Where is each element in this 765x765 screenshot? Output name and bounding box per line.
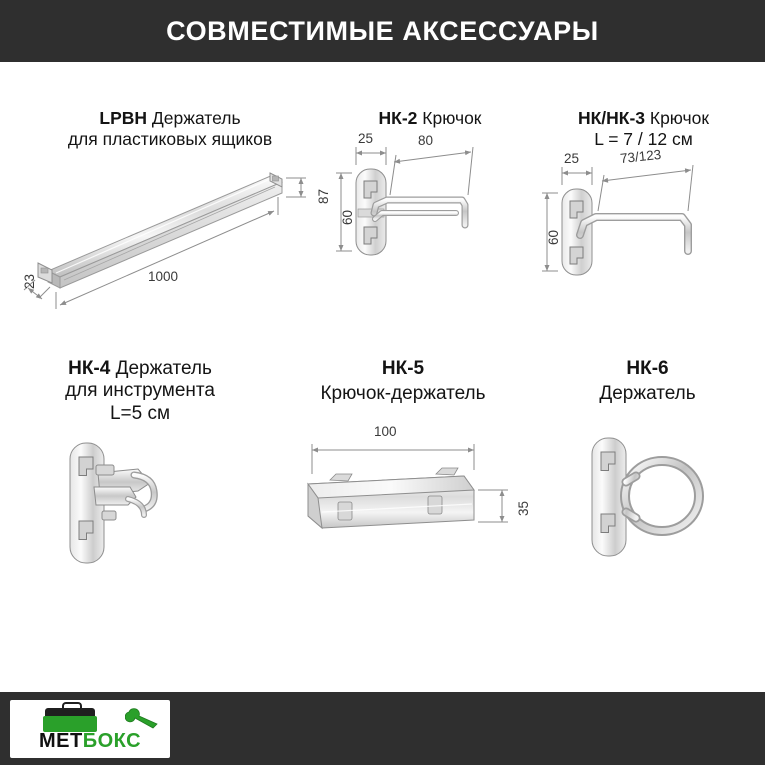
product-image-nk4	[10, 425, 270, 615]
product-caption-nk6	[540, 358, 755, 406]
product-subtitle-lpbh: для пластиковых ящиков	[67, 128, 273, 149]
dimension-23: 23	[22, 274, 37, 290]
brand-logo	[10, 700, 170, 758]
nk3-drawing	[536, 149, 751, 349]
product-subtitle-nk5: Крючок-держатель	[320, 383, 486, 405]
dimension-1000: 1000	[148, 269, 179, 285]
product-code-nk4: НК-4	[68, 358, 111, 379]
product-name-nk4: Держатель	[115, 358, 212, 379]
nk4-drawing	[10, 425, 270, 615]
wrench-icon	[125, 708, 159, 730]
product-subtitle-nk6: Держатель	[599, 383, 696, 405]
dimension-60: 60	[546, 230, 561, 246]
product-subtitle-nk4: для инструмента	[65, 380, 215, 402]
dimension-87: 87	[316, 189, 331, 205]
product-caption-lpbh	[20, 108, 320, 149]
nk5-drawing	[278, 428, 528, 598]
dimension-80: 80	[418, 132, 434, 148]
product-code-nk6: НК-6	[626, 358, 669, 379]
product-image-nk3	[536, 149, 751, 349]
product-cell-nk2	[330, 108, 530, 329]
product-subtitle-nk3: L = 7 / 12 см	[594, 128, 693, 149]
dimension-100: 100	[374, 423, 397, 439]
product-name-nk3: Крючок	[649, 108, 710, 128]
product-cell-lpbh	[20, 108, 331, 349]
product-code-nk2: НК-2	[378, 108, 418, 128]
footer-bar	[0, 692, 765, 765]
toolbox-icon	[43, 706, 97, 732]
brand-name-part2: БОКС	[82, 729, 142, 752]
product-cell-nk3	[536, 108, 751, 349]
header-bar	[0, 0, 765, 62]
nk6-drawing	[540, 428, 755, 598]
product-image-nk6	[540, 428, 755, 618]
product-grid	[0, 62, 765, 692]
dimension-35: 35	[516, 500, 531, 516]
product-caption-nk5	[278, 358, 528, 406]
brand-name-part1: МЕТ	[38, 729, 83, 752]
product-caption-nk3	[536, 108, 751, 149]
product-cell-nk6	[540, 358, 755, 618]
product-image-nk2	[330, 129, 530, 329]
product-code-nk5: НК-5	[381, 358, 425, 379]
page-title: СОВМЕСТИМЫЕ АКСЕССУАРЫ	[166, 15, 599, 46]
product-name-nk2: Крючок	[422, 108, 482, 128]
product-code-nk3: НК/НК-3	[577, 108, 645, 128]
brand-name	[15, 730, 165, 753]
product-caption-nk4	[10, 358, 270, 425]
nk2-drawing	[330, 129, 530, 329]
product-name-lpbh: Держатель	[151, 108, 241, 128]
product-cell-nk4	[10, 358, 270, 615]
product-image-lpbh	[20, 149, 331, 349]
product-code-lpbh: LPBH	[99, 108, 148, 128]
product-cell-nk5	[278, 358, 531, 618]
dimension-73-123: 73/123	[619, 147, 662, 167]
dimension-25: 25	[358, 130, 374, 146]
dimension-25: 25	[564, 151, 580, 167]
product-image-nk5	[278, 423, 531, 618]
product-length-nk4: L=5 см	[109, 402, 171, 424]
dimension-60: 60	[340, 209, 355, 225]
lpbh-drawing	[20, 149, 320, 349]
product-caption-nk2	[330, 108, 530, 129]
